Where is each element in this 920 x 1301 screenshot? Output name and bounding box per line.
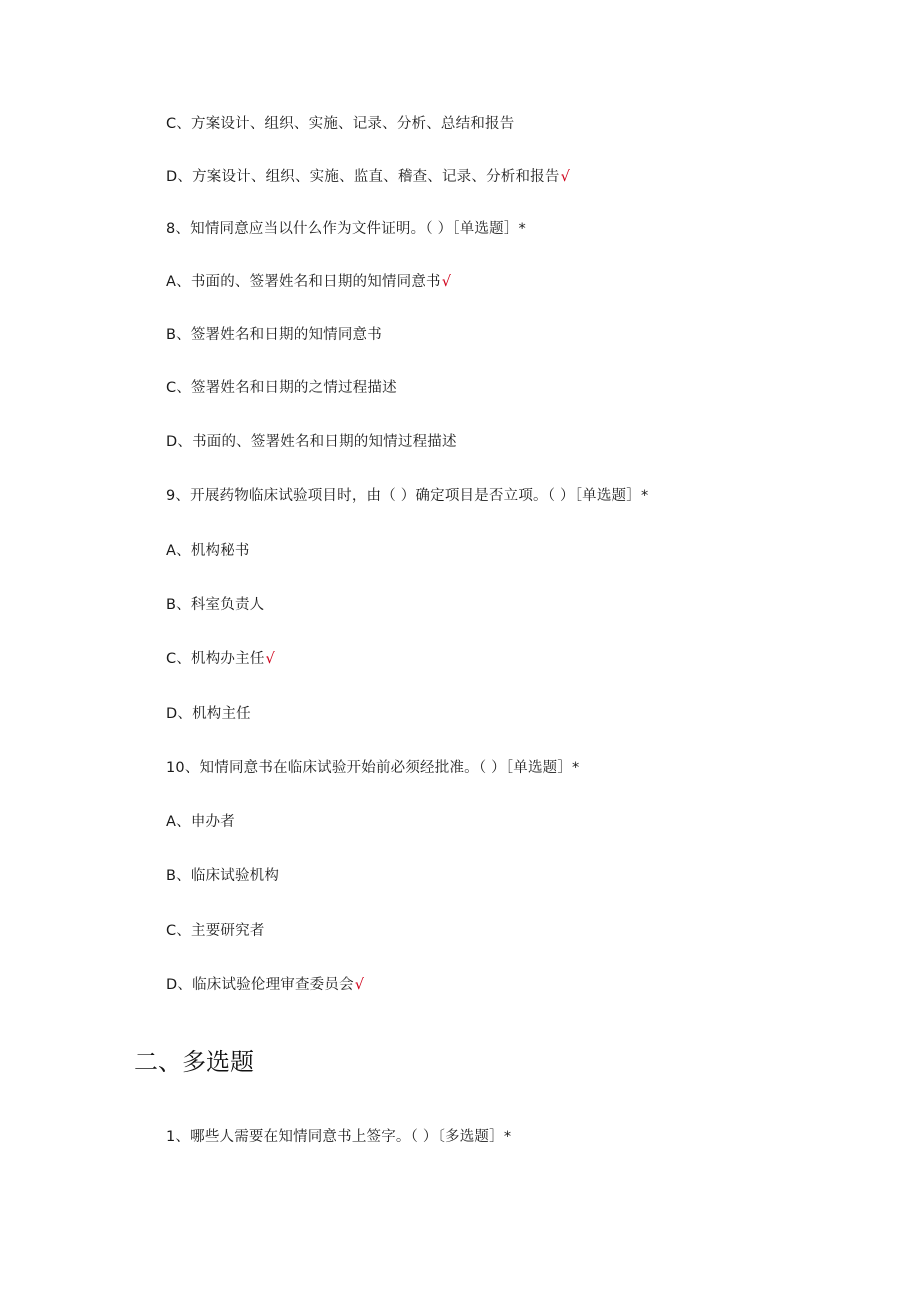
q9-option-d <box>166 704 251 724</box>
q7-option-c <box>166 114 514 134</box>
option-text: D、书面的、签署姓名和日期的知情过程描述 <box>166 434 457 450</box>
mq1-question <box>166 1127 511 1147</box>
q8-option-d <box>166 432 457 452</box>
option-text: D、机构主任 <box>166 706 251 722</box>
correct-check-mark: √ <box>354 977 365 993</box>
correct-check-mark: √ <box>265 651 275 667</box>
option-text: B、科室负责人 <box>166 597 265 613</box>
option-text: A、机构秘书 <box>166 543 250 559</box>
q10-option-c <box>166 921 265 941</box>
correct-check-mark: √ <box>441 274 452 290</box>
q9-option-a <box>166 541 250 561</box>
option-text: B、签署姓名和日期的知情同意书 <box>166 327 382 343</box>
q9-option-b <box>166 595 264 615</box>
q10-question <box>166 758 580 778</box>
q8-option-a <box>166 272 451 292</box>
q8-option-c <box>166 378 397 398</box>
option-text: A、申办者 <box>166 814 235 830</box>
option-text: C、签署姓名和日期的之情过程描述 <box>166 380 397 396</box>
question-text: 10、知情同意书在临床试验开始前必须经批准。（ ）［单选题］* <box>166 760 580 776</box>
option-text: B、临床试验机构 <box>166 868 280 884</box>
option-text: A、书面的、签署姓名和日期的知情同意书 <box>166 274 441 290</box>
q10-option-a <box>166 812 235 832</box>
option-text: D、方案设计、组织、实施、监直、稽查、记录、分析和报告 <box>166 169 560 185</box>
question-text: 9、开展药物临床试验项目时，由（ ）确定项目是否立项。（ ）［单选题］* <box>166 488 649 504</box>
q9-question <box>166 486 648 506</box>
q8-option-b <box>166 325 382 345</box>
question-text: 8、知情同意应当以什么作为文件证明。（ ）［单选题］* <box>166 221 526 237</box>
option-text: D、临床试验伦理审查委员会 <box>166 977 354 993</box>
question-text: 1、哪些人需要在知情同意书上签字。（ ）〔多选题］* <box>166 1129 512 1145</box>
correct-check-mark: √ <box>560 169 571 185</box>
q8-question <box>166 219 526 239</box>
section-title-multiple-choice: 二、多选题 <box>134 1048 254 1076</box>
q10-option-b <box>166 866 279 886</box>
option-text: C、方案设计、组织、实施、记录、分析、总结和报告 <box>166 116 515 132</box>
q10-option-d <box>166 975 364 995</box>
option-text: C、机构办主任 <box>166 651 265 667</box>
q7-option-d <box>166 167 570 187</box>
option-text: C、主要研究者 <box>166 923 265 939</box>
q9-option-c <box>166 649 275 669</box>
